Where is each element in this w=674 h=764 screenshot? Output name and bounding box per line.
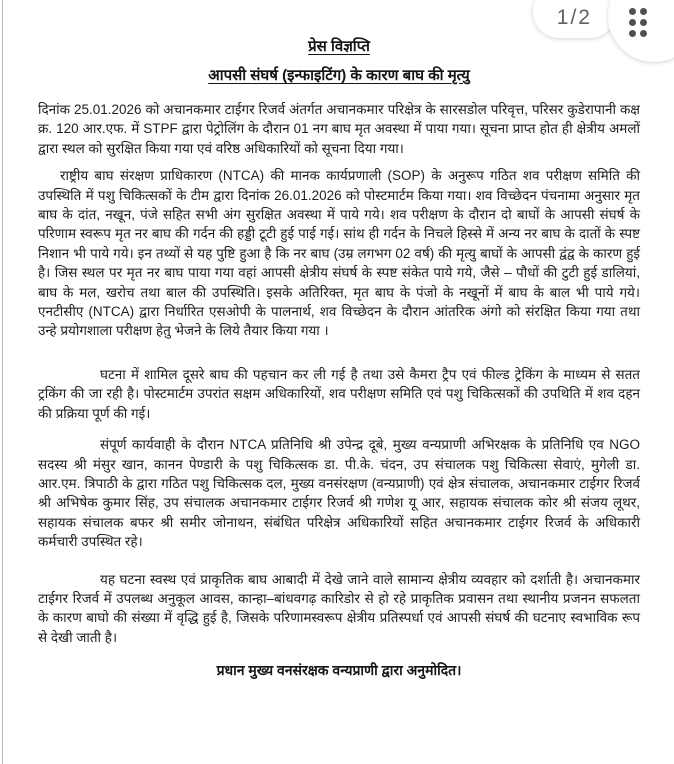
paragraph-5: यह घटना स्वस्थ एवं प्राकृतिक बाघ आबादी में देखे जाने वाले सामान्य क्षेत्रीय व्यवहार को दर्शाती है। अचानकमार टाईगर रिजर्व में उपलब्ध अनुकूल आवस, कान्हा–बांधवगढ़ कारिडोर से हो रहे प्राकृतिक प्रवासन तथा स्थानीय प्रजनन सफलता के कारण बाघो की संख्या में वृद्धि हुई है, जिसके परिणामस्वरूप क्षेत्रीय प्रतिस्पर्धा एवं आपसी संघर्ष की घटनाए स्वभाविक रूप से देखी जाती है।	[38, 571, 640, 645]
grid-dots-icon	[629, 8, 647, 37]
paragraph-1: दिनांक 25.01.2026 को अचानकमार टाईगर रिजर्व अंतर्गत अचानकमार परिक्षेत्र के सारसडोल परिवृत्त, परिसर कुडेरापानी कक्ष क्र. 120 आर.एफ. में STPF द्वारा पेट्रोलिंग के दौरान 01 नग बाघ मृत अवस्था में पाया गया। सूचना प्राप्त होत ही क्षेत्रीय अमलों द्वारा स्थल को सुरक्षित किया गया एवं वरिष्ठ अधिकारियों को सूचना दिया गया।	[38, 102, 640, 156]
document-title: प्रेस विज्ञप्ति	[308, 38, 370, 55]
paragraph-4: संपूर्ण कार्यवाही के दौरान NTCA प्रतिनिधि श्री उपेन्द्र दूबे, मुख्य वन्यप्राणी अभिरक्षक के प्रतिनिधि एव NGO सदस्य श्री मंसुर खान, कानन पेण्डारी के पशु चिकित्सक डा. पी.के. चंदन, उप संचालक पशु चिकित्सा सेवाएं, मुगेली डा. आर.एम. त्रिपाठी के द्वारा गठित पशु चिकित्सक दल, मुख्य वनसंरक्षण (वन्यप्राणी) एवं क्षेत्र संचालक, अचानकमार टाईगर रिजर्व श्री अभिषेक कुमार सिंह, उप संचालक अचानकमार टाईगर रिजर्व श्री गणेश यू आर, सहायक संचालक कोर श्री संजय लूथर, सहायक संचालक बफर श्री समीर जोनाथन, संबंधित परिक्षेत्र अधिकारियों सहित अचानकमार टाईगर रिजर्व के अधिकारी कर्मचारी उपस्थित रहे।	[38, 437, 640, 550]
paragraph-3: घटना में शामिल दूसरे बाघ की पहचान कर ली गई है तथा उसे कैमरा ट्रैप एवं फील्ड ट्रेकिंग के माध्यम से सतत ट्रकिंग की जा रही है। पोस्टमार्टम उपरांत सक्षम अधिकारियों, शव परीक्षण समिति एवं पशु चिकित्सकों की उपथिति में शव दहन की प्रक्रिया पूर्ण की गई।	[38, 366, 640, 421]
document-subtitle: आपसी संघर्ष (इन्फाइटिंग) के कारण बाघ की मृत्यु	[208, 67, 470, 84]
page-indicator-label: 1/2	[556, 6, 592, 29]
page-indicator[interactable]	[533, 0, 616, 38]
approval-line: प्रधान मुख्य वनसंरक्षक वन्यप्राणी द्वारा अनुमोदित।	[216, 662, 462, 679]
paragraph-2: राष्ट्रीय बाघ संरक्षण प्राधिकारण (NTCA) की मानक कार्यप्रणाली (SOP) के अनुरूप गठित शव परीक्षण समिति की उपस्थिति में पशु चिकित्सकों के टीम द्वारा दिनांक 26.01.2026 को पोस्टमार्टम किया गया। शव विच्छेदन पंचनामा अनुसार मृत बाघ के दांत, नखून, पंजे सहित सभी अंग सुरक्षित अवस्था में पाये गये। शव परीक्षण के दौरान दो बाघों के आपसी संघर्ष के परिणाम स्वरूप मृत नर बाघ की गर्दन की हड्डी टूटी हुई पाई गई। सांथ ही गर्दन के निचले हिस्से में अन्य नर बाघ के दातों के स्पष्ट निशान भी पाये गये। इन तथ्यों से यह पुष्टि हुआ है कि नर बाघ (उम्र लगभग 02 वर्ष) की मृत्यु बाघों के आपसी द्वंद्व के कारण हुई है। जिस स्थल पर मृत नर बाघ पाया गया वहां आपसी क्षेत्रीय संघर्ष के स्पष्ट संकेत पाये गये, जैसे – पौधों की टुटी हुई डालियां, बाघ के मल, खरोच तथा बाल की उपस्थिति। इसके अतिरिक्त, मृत बाघ के पंजो के नखूनों में बाघ के बाल भी पाये गये। एनटीसीए (NTCA) द्वारा निर्धारित एसओपी के पालनार्थ, शव विच्छेदन के दौरान आंतरिक अंगो को संरक्षित किया गया तथा उन्हे प्रयोगशाला परीक्षण हेतु भेजने के लिये तैयार किया गया ।	[38, 168, 640, 339]
